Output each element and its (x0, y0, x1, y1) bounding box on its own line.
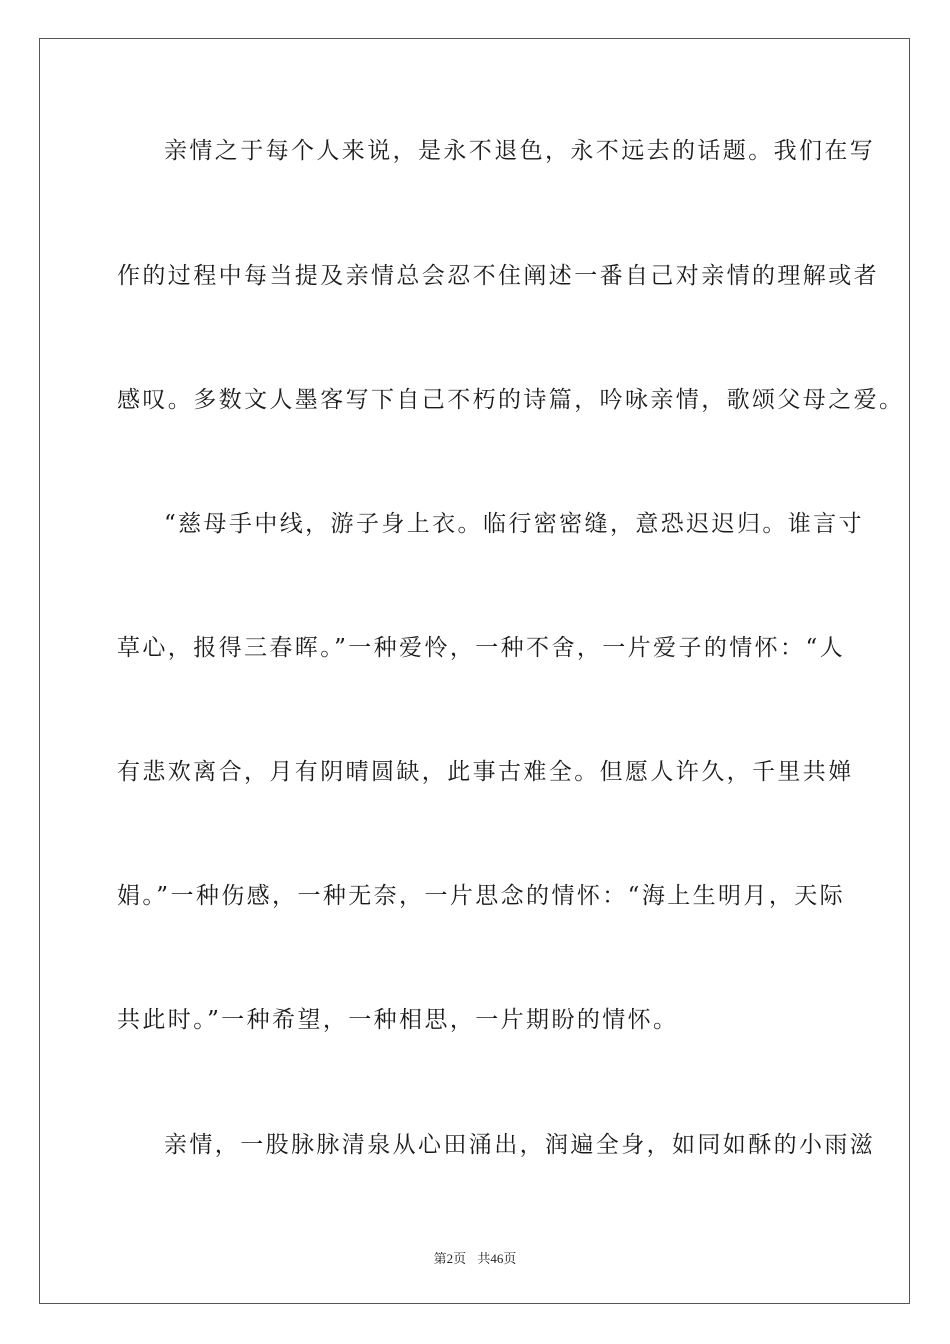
paragraph-line: 有悲欢离合，月有阴晴圆缺，此事古难全。但愿人许久，千里共婵 (117, 759, 854, 785)
paragraph-line: 娟。”一种伤感，一种无奈，一片思念的情怀：“海上生明月，天际 (117, 883, 846, 909)
page-number: 第2页 (433, 1251, 467, 1266)
page-total: 共46页 (477, 1251, 517, 1266)
paragraph-line: 感叹。多数文人墨客写下自己不朽的诗篇，吟咏亲情，歌颂父母之爱。 (117, 387, 905, 413)
page-footer (0, 1248, 950, 1267)
page-frame (39, 38, 910, 1304)
paragraph-line: 草心，报得三春晖。”一种爱怜，一种不舍，一片爱子的情怀：“人 (117, 635, 846, 661)
paragraph-line: 亲情，一股脉脉清泉从心田涌出，润遍全身，如同如酥的小雨滋 (164, 1132, 876, 1158)
paragraph-line: 亲情之于每个人来说，是永不退色，永不远去的话题。我们在写 (164, 138, 876, 164)
paragraph-line: 共此时。”一种希望，一种相思，一片期盼的情怀。 (117, 1007, 679, 1033)
paragraph-line: 作的过程中每当提及亲情总会忍不住阐述一番自己对亲情的理解或者 (117, 263, 879, 289)
paragraph-line: “慈母手中线，游子身上衣。临行密密缝，意恐迟迟归。谁言寸 (164, 511, 864, 537)
